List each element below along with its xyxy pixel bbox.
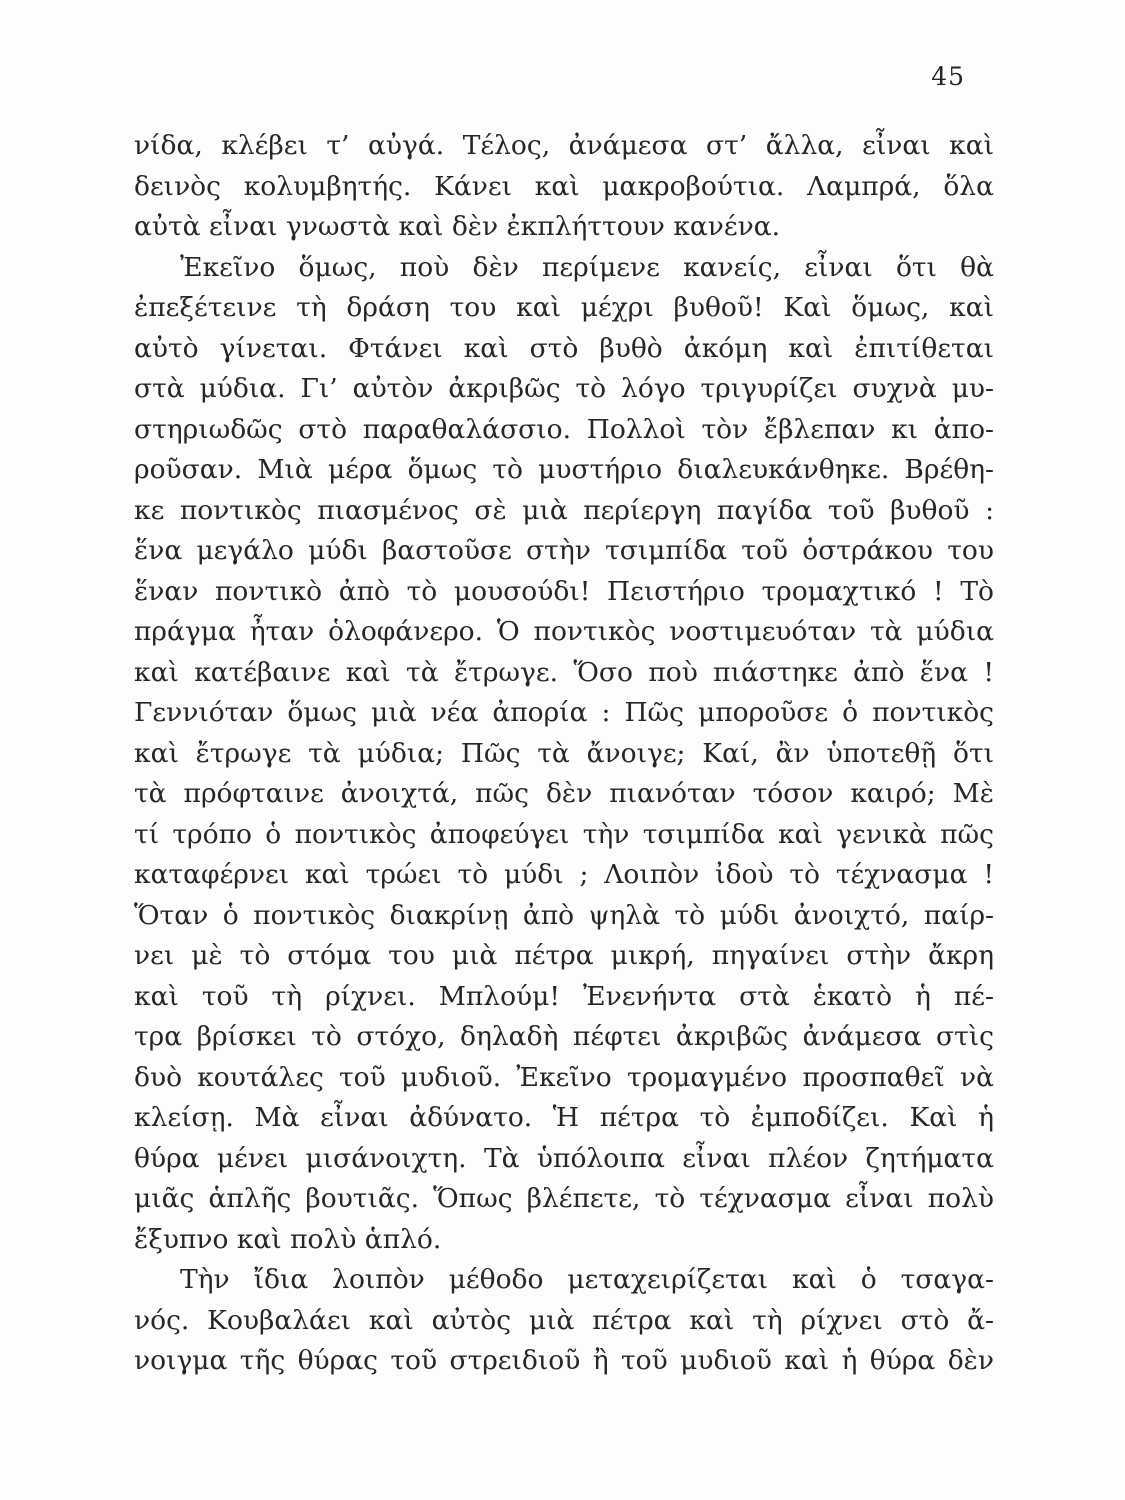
text-line: καταφέρνει καὶ τρώει τὸ μύδι ; Λοιπὸν ἰδοὺ τὸ τέχνασμα ! (134, 859, 994, 890)
text-line: Ὅταν ὁ ποντικὸς διακρίνῃ ἀπὸ ψηλὰ τὸ μύδι ἀνοιχτό, παίρ- (134, 899, 994, 931)
text-line: καὶ ἔτρωγε τὰ μύδια; Πῶς τὰ ἄνοιγε; Καί, ἂν ὑποτεθῇ ὅτι (134, 737, 994, 769)
text-line: νίδα, κλέβει τ’ αὐγά. Τέλος, ἀνάμεσα στ’ ἄλλα, εἶναι καὶ (134, 130, 994, 161)
text-line: ἔξυπνο καὶ πολὺ ἁπλό. (134, 1223, 442, 1255)
text-line: Τὴν ἴδια λοιπὸν μέθοδο μεταχειρίζεται καὶ ὁ τσαγα- (180, 1264, 994, 1295)
text-line: στηριωδῶς στὸ παραθαλάσσιο. Πολλοὶ τὸν ἔβλεπαν κι ἀπο- (134, 413, 994, 445)
text-line: κλείσῃ. Μὰ εἶναι ἀδύνατο. Ἡ πέτρα τὸ ἐμποδίζει. Καὶ ἡ (134, 1102, 994, 1133)
text-line: ἕναν ποντικὸ ἀπὸ τὸ μουσούδι! Πειστήριο τρομαχτικό ! Τὸ (134, 575, 994, 607)
text-line: ροῦσαν. Μιὰ μέρα ὅμως τὸ μυστήριο διαλευκάνθηκε. Βρέθη- (134, 454, 994, 485)
text-line: αὐτὰ εἶναι γνωστὰ καὶ δὲν ἐκπλήττουν κανένα. (134, 211, 781, 242)
text-line: νός. Κουβαλάει καὶ αὐτὸς μιὰ πέτρα καὶ τὴ ρίχνει στὸ ἄ- (134, 1304, 994, 1336)
page-number: 45 (931, 62, 965, 91)
text-line: νει μὲ τὸ στόμα του μιὰ πέτρα μικρή, πηγαίνει στὴν ἄκρη (134, 940, 994, 971)
text-line: ἕνα μεγάλο μύδι βαστοῦσε στὴν τσιμπίδα τοῦ ὀστράκου του (134, 535, 994, 566)
text-line: τὰ πρόφταινε ἀνοιχτά, πῶς δὲν πιανόταν τόσον καιρό; Μὲ (134, 778, 994, 809)
text-line: Γεννιόταν ὅμως μιὰ νέα ἀπορία : Πῶς μποροῦσε ὁ ποντικὸς (134, 697, 994, 728)
text-line: δυὸ κουτάλες τοῦ μυδιοῦ. Ἐκεῖνο τρομαγμένο προσπαθεῖ νὰ (134, 1061, 994, 1093)
text-line: αὐτὸ γίνεται. Φτάνει καὶ στὸ βυθὸ ἀκόμη καὶ ἐπιτίθεται (134, 332, 994, 364)
text-line: στὰ μύδια. Γι’ αὐτὸν ἀκριβῶς τὸ λόγο τριγυρίζει συχνὰ μυ- (134, 373, 994, 404)
text-line: τί τρόπο ὁ ποντικὸς ἀποφεύγει τὴν τσιμπίδα καὶ γενικὰ πῶς (134, 818, 994, 850)
text-line: ἐπεξέτεινε τὴ δράση του καὶ μέχρι βυθοῦ! Καὶ ὅμως, καὶ (134, 292, 994, 323)
text-line: θύρα μένει μισάνοιχτη. Τὰ ὑπόλοιπα εἶναι πλέον ζητήματα (134, 1142, 994, 1174)
text-line: νοιγμα τῆς θύρας τοῦ στρειδιοῦ ἢ τοῦ μυδιοῦ καὶ ἡ θύρα δὲν (134, 1345, 994, 1376)
text-line: πράγμα ἦταν ὁλοφάνερο. Ὁ ποντικὸς νοστιμευόταν τὰ μύδια (134, 616, 994, 647)
text-line: Ἐκεῖνο ὅμως, ποὺ δὲν περίμενε κανείς, εἶναι ὅτι θὰ (180, 251, 994, 283)
text-line: δεινὸς κολυμβητής. Κάνει καὶ μακροβούτια. Λαμπρά, ὅλα (134, 170, 994, 202)
text-line: κε ποντικὸς πιασμένος σὲ μιὰ περίεργη παγίδα τοῦ βυθοῦ : (134, 494, 994, 526)
body-text (134, 126, 994, 1382)
text-line: μιᾶς ἁπλῆς βουτιᾶς. Ὅπως βλέπετε, τὸ τέχνασμα εἶναι πολὺ (134, 1183, 994, 1214)
text-line: τρα βρίσκει τὸ στόχο, δηλαδὴ πέφτει ἀκριβῶς ἀνάμεσα στὶς (134, 1021, 994, 1052)
text-line: καὶ κατέβαινε καὶ τὰ ἔτρωγε. Ὅσο ποὺ πιάστηκε ἀπὸ ἕνα ! (134, 656, 994, 688)
text-line: καὶ τοῦ τὴ ρίχνει. Μπλούμ! Ἐνενήντα στὰ ἑκατὸ ἡ πέ- (134, 980, 994, 1012)
